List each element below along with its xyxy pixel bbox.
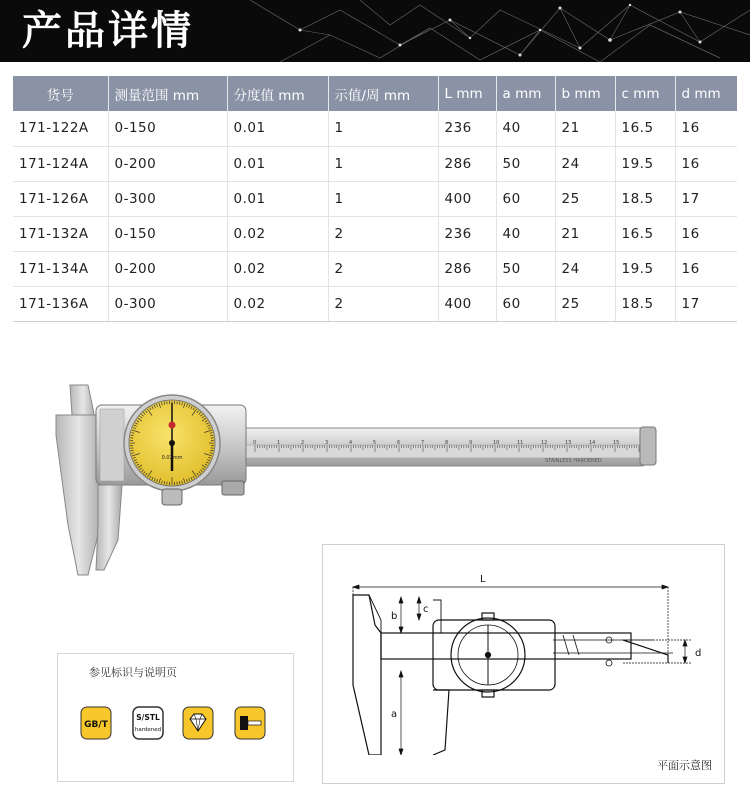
cell-item-no: 171-124A [13, 146, 108, 181]
table-row [13, 251, 737, 286]
sstl-label: S/STL [136, 713, 160, 722]
scale-label: 3 [325, 440, 329, 446]
diamond-icon [182, 706, 214, 740]
scale-label: 14 [589, 440, 596, 446]
cell-d: 16 [675, 111, 737, 146]
spec-table [13, 76, 737, 322]
dimension-label-d: d [695, 648, 702, 659]
cell-b: 25 [555, 181, 615, 216]
cell-range: 0-200 [108, 251, 227, 286]
cell-resolution: 0.02 [227, 251, 328, 286]
cell-range: 0-150 [108, 111, 227, 146]
cell-l: 286 [438, 146, 496, 181]
cell-per-rev: 2 [328, 216, 438, 251]
cell-resolution: 0.01 [227, 181, 328, 216]
scale-label: 5 [373, 440, 377, 446]
scale-label: 12 [541, 440, 548, 446]
stainless-hardened-icon [132, 706, 164, 740]
legend-box [57, 653, 294, 782]
caliper-schematic-drawing [323, 545, 726, 755]
cell-resolution: 0.02 [227, 216, 328, 251]
cell-a: 60 [496, 181, 555, 216]
column-header-l: L mm [438, 76, 496, 111]
scale-label: 15 [613, 440, 620, 446]
page-title: 产品详情 [22, 8, 194, 54]
cell-l: 236 [438, 111, 496, 146]
cell-resolution: 0.01 [227, 146, 328, 181]
dimension-label-l: L [480, 574, 486, 585]
table-header-row [13, 76, 737, 111]
scale-label: 6 [397, 440, 401, 446]
cell-a: 60 [496, 286, 555, 321]
cell-range: 0-200 [108, 146, 227, 181]
scale-label: 2 [301, 440, 305, 446]
cell-c: 19.5 [615, 146, 675, 181]
cell-a: 50 [496, 251, 555, 286]
cell-b: 24 [555, 251, 615, 286]
dimension-label-a: a [391, 709, 398, 720]
cell-item-no: 171-126A [13, 181, 108, 216]
dial-resolution-label: 0.02mm [161, 455, 183, 461]
column-header-d: d mm [675, 76, 737, 111]
column-header-resolution: 分度值 mm [227, 76, 328, 111]
cell-l: 236 [438, 216, 496, 251]
scale-label: 10 [493, 440, 500, 446]
cell-a: 40 [496, 216, 555, 251]
column-header-a: a mm [496, 76, 555, 111]
cell-c: 16.5 [615, 216, 675, 251]
table-row [13, 181, 737, 216]
cell-d: 16 [675, 251, 737, 286]
cell-l: 400 [438, 181, 496, 216]
schematic-box [322, 544, 725, 784]
header-banner [0, 0, 750, 62]
cell-per-rev: 1 [328, 146, 438, 181]
column-header-item-no: 货号 [13, 76, 108, 111]
cell-b: 21 [555, 111, 615, 146]
cell-range: 0-150 [108, 216, 227, 251]
column-header-per-rev: 示值/周 mm [328, 76, 438, 111]
hardened-label: hardened [134, 727, 162, 733]
cell-per-rev: 2 [328, 251, 438, 286]
cell-a: 40 [496, 111, 555, 146]
table-row [13, 286, 737, 321]
cell-per-rev: 1 [328, 181, 438, 216]
legend-title: 参见标识与说明页 [89, 666, 177, 679]
cell-resolution: 0.01 [227, 111, 328, 146]
cell-d: 16 [675, 216, 737, 251]
schematic-caption: 平面示意图 [657, 759, 712, 772]
table-row [13, 146, 737, 181]
cell-c: 16.5 [615, 111, 675, 146]
cell-range: 0-300 [108, 286, 227, 321]
cell-item-no: 171-134A [13, 251, 108, 286]
scale-label: 9 [469, 440, 473, 446]
cell-per-rev: 2 [328, 286, 438, 321]
column-header-b: b mm [555, 76, 615, 111]
cell-b: 25 [555, 286, 615, 321]
scale-label: 13 [565, 440, 572, 446]
cell-d: 17 [675, 181, 737, 216]
gbt-label: GB/T [84, 720, 108, 730]
cell-l: 286 [438, 251, 496, 286]
cell-d: 16 [675, 146, 737, 181]
table-row [13, 216, 737, 251]
scale-label: 0 [253, 440, 257, 446]
beam-inscription: STAINLESS HARDENED [545, 458, 602, 464]
cell-item-no: 171-136A [13, 286, 108, 321]
cell-item-no: 171-132A [13, 216, 108, 251]
cell-l: 400 [438, 286, 496, 321]
cell-b: 21 [555, 216, 615, 251]
cell-range: 0-300 [108, 181, 227, 216]
cell-a: 50 [496, 146, 555, 181]
dimension-label-c: c [423, 604, 429, 615]
cell-item-no: 171-122A [13, 111, 108, 146]
scale-label: 11 [517, 440, 524, 446]
scale-label: 8 [445, 440, 449, 446]
table-row [13, 111, 737, 146]
cell-c: 18.5 [615, 181, 675, 216]
cell-c: 18.5 [615, 286, 675, 321]
dimension-label-b: b [391, 611, 398, 622]
cell-d: 17 [675, 286, 737, 321]
cell-c: 19.5 [615, 251, 675, 286]
cell-resolution: 0.02 [227, 286, 328, 321]
scale-label: 1 [277, 440, 281, 446]
column-header-range: 测量范围 mm [108, 76, 227, 111]
scale-label: 7 [421, 440, 425, 446]
cell-per-rev: 1 [328, 111, 438, 146]
cell-b: 24 [555, 146, 615, 181]
gbt-standard-icon [80, 706, 112, 740]
scale-label: 4 [349, 440, 353, 446]
column-header-c: c mm [615, 76, 675, 111]
depth-rod-icon [234, 706, 266, 740]
